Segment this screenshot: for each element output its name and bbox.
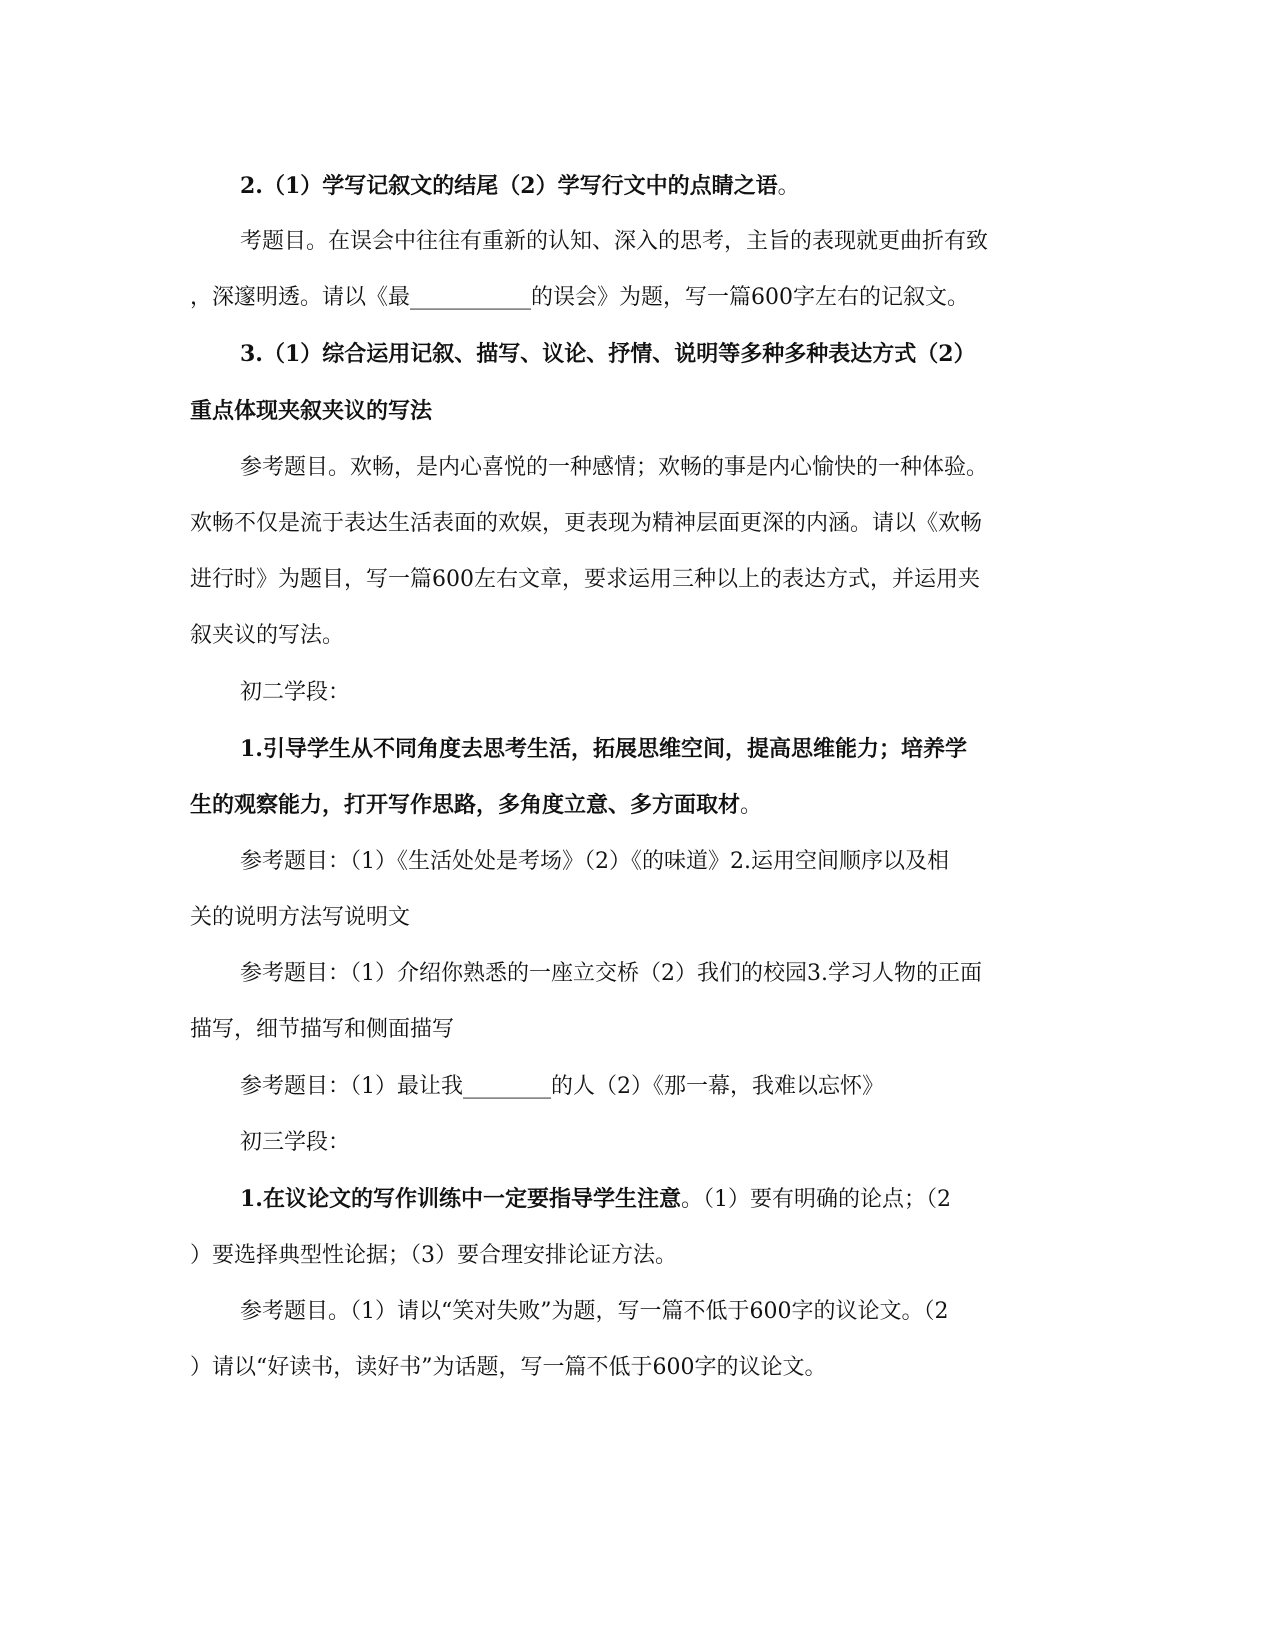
line-4-bold: 3.（1）综合运用记叙、描写、议论、抒情、说明等多种多种表达方式（2） bbox=[240, 341, 976, 367]
line-13-text: 参考题目：（1）《生活处处是考场》（2）《的味道》2.运用空间顺序以及相 bbox=[240, 849, 949, 874]
line-7 bbox=[190, 508, 1095, 540]
line-11 bbox=[240, 733, 1095, 766]
line-2 bbox=[240, 226, 1095, 258]
line-13 bbox=[240, 846, 1095, 878]
line-19 bbox=[240, 1183, 1095, 1216]
line-7-text: 欢畅不仅是流于表达生活表面的欢娱，更表现为精神层面更深的内涵。请以《欢畅 bbox=[190, 511, 983, 536]
line-21 bbox=[240, 1296, 1095, 1328]
line-14-text: 关的说明方法写说明文 bbox=[190, 905, 411, 930]
line-12-text: 。 bbox=[740, 793, 763, 818]
line-22-text: ）请以“好读书，读好书”为话题，写一篇不低于600字的议论文。 bbox=[190, 1355, 827, 1380]
line-18 bbox=[240, 1127, 1095, 1159]
line-9-text: 叙夹议的写法。 bbox=[190, 623, 345, 648]
line-6-text: 参考题目。欢畅，是内心喜悦的一种感情；欢畅的事是内心愉快的一种体验。 bbox=[240, 455, 989, 480]
line-8 bbox=[190, 564, 1095, 596]
line-1 bbox=[240, 170, 1095, 203]
line-1-text: 。 bbox=[777, 174, 800, 199]
line-17 bbox=[240, 1071, 1095, 1103]
line-10 bbox=[240, 677, 1095, 709]
line-18-text: 初三学段： bbox=[240, 1130, 351, 1155]
line-16 bbox=[190, 1014, 1095, 1046]
line-1-bold: 2.（1）学写记叙文的结尾（2）学写行文中的点睛之语 bbox=[240, 173, 778, 199]
line-16-text: 描写，细节描写和侧面描写 bbox=[190, 1017, 455, 1042]
line-9 bbox=[190, 620, 1095, 652]
line-8-text: 进行时》为题目，写一篇600左右文章，要求运用三种以上的表达方式，并运用夹 bbox=[190, 567, 980, 592]
line-20-text: ）要选择典型性论据；（3）要合理安排论证方法。 bbox=[190, 1243, 677, 1268]
line-20 bbox=[190, 1240, 1095, 1272]
line-15-text: 参考题目：（1）介绍你熟悉的一座立交桥（2）我们的校园3.学习人物的正面 bbox=[240, 961, 982, 986]
line-5 bbox=[190, 395, 1095, 428]
line-3-text: ，深邃明透。请以《最___________的误会》为题，写一篇600字左右的记叙文。 bbox=[190, 285, 969, 310]
line-15 bbox=[240, 958, 1095, 990]
line-22 bbox=[190, 1352, 1095, 1384]
line-4 bbox=[240, 338, 1095, 371]
line-2-text: 考题目。在误会中往往有重新的认知、深入的思考，主旨的表现就更曲折有致 bbox=[240, 229, 989, 254]
line-17-text: 参考题目：（1）最让我________的人（2）《那一幕，我难以忘怀》 bbox=[240, 1074, 884, 1099]
line-19-bold: 1.在议论文的写作训练中一定要指导学生注意 bbox=[240, 1186, 681, 1212]
line-14 bbox=[190, 902, 1095, 934]
line-10-text: 初二学段： bbox=[240, 680, 351, 705]
line-12 bbox=[190, 789, 1095, 822]
line-12-bold: 生的观察能力，打开写作思路，多角度立意、多方面取材 bbox=[190, 792, 741, 818]
line-6 bbox=[240, 452, 1095, 484]
line-11-bold: 1.引导学生从不同角度去思考生活，拓展思维空间，提高思维能力；培养学 bbox=[240, 736, 967, 762]
line-19-text: 。（1）要有明确的论点；（2 bbox=[680, 1187, 951, 1212]
line-3 bbox=[190, 282, 1095, 314]
line-5-bold: 重点体现夹叙夹议的写法 bbox=[190, 398, 433, 424]
line-21-text: 参考题目。（1）请以“笑对失败”为题，写一篇不低于600字的议论文。（2 bbox=[240, 1299, 949, 1324]
